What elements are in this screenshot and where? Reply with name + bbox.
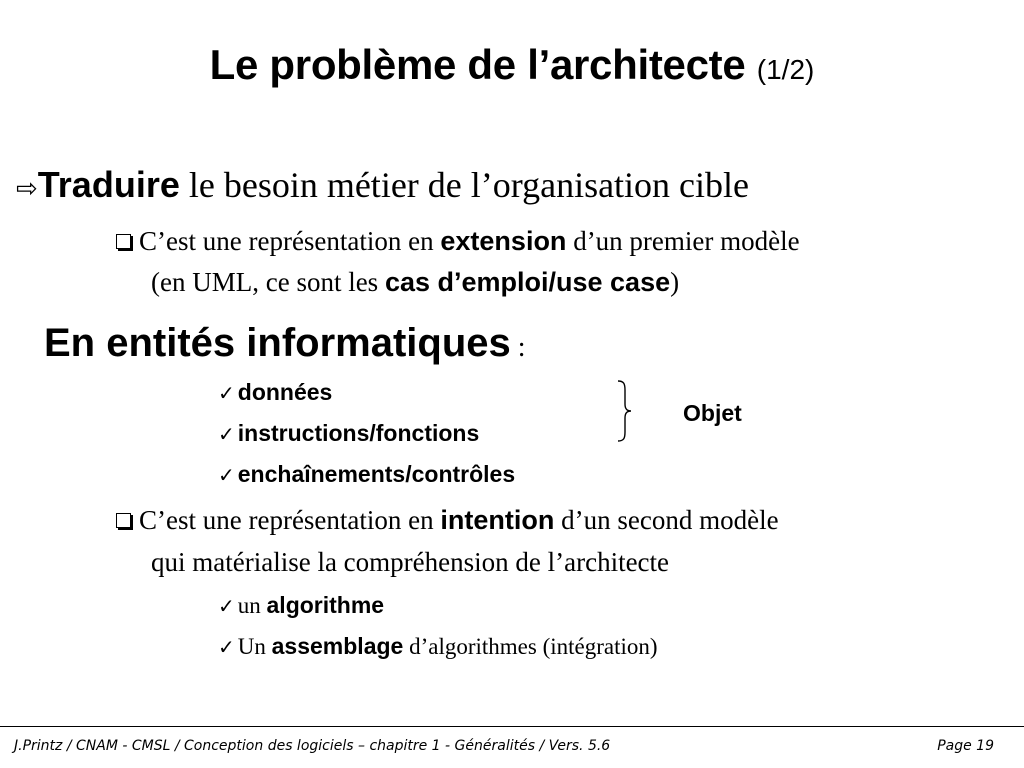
- right-brace-icon: [616, 380, 640, 442]
- outlined-right-arrow-icon: ⇨: [16, 174, 38, 204]
- footer-divider: [0, 726, 1024, 727]
- check-item-text-b: d’algorithmes (intégration): [403, 634, 658, 659]
- bullet-intention-text-b: d’un second modèle: [554, 505, 779, 535]
- bullet-traduire-keyword: Traduire: [37, 164, 180, 205]
- objet-label: Objet: [683, 400, 742, 426]
- check-item: [218, 417, 479, 450]
- checkbox-square-icon: [116, 234, 131, 249]
- bullet-traduire-text: le besoin métier de l’organisation cible: [179, 165, 750, 205]
- bullet-intention: [116, 501, 779, 539]
- heading-entites-text: En entités informatiques: [44, 321, 511, 365]
- check-item-label: données: [237, 379, 333, 405]
- uml-text-b: ): [670, 267, 680, 297]
- uml-keyword: cas d’emploi/use case: [384, 267, 671, 297]
- bullet-extension-text-a: C’est une représentation en: [139, 226, 441, 256]
- bullet-traduire: [16, 162, 749, 212]
- checkmark-icon: ✓: [218, 463, 235, 487]
- check-item: [218, 630, 658, 663]
- slide-title: [0, 38, 1024, 97]
- check-item-text-a: Un: [237, 634, 272, 659]
- title-main: Le problème de l’architecte: [209, 41, 746, 88]
- checkmark-icon: ✓: [218, 635, 235, 659]
- check-item: [218, 376, 332, 409]
- check-item-text: un: [237, 593, 267, 618]
- title-sub: (1/2): [756, 54, 815, 85]
- checkmark-icon: ✓: [218, 422, 235, 446]
- bullet-intention-line2: qui matérialise la compréhension de l’architecte: [151, 547, 670, 577]
- page-number: Page 19: [937, 738, 994, 754]
- check-item: [218, 589, 384, 622]
- heading-entites: [44, 318, 526, 373]
- bullet-extension-keyword: extension: [440, 226, 567, 256]
- bullet-extension-line2: [151, 263, 679, 301]
- check-item-label: instructions/fonctions: [237, 420, 480, 446]
- check-item-keyword: algorithme: [266, 592, 385, 618]
- uml-text-a: (en UML, ce sont les: [151, 267, 385, 297]
- check-item-keyword: assemblage: [271, 633, 404, 659]
- bullet-extension: [116, 222, 800, 260]
- heading-entites-colon: :: [510, 332, 526, 363]
- check-item-label: enchaînements/contrôles: [237, 461, 516, 487]
- checkmark-icon: ✓: [218, 594, 235, 618]
- check-item: [218, 458, 515, 491]
- bullet-intention-keyword: intention: [440, 505, 555, 535]
- checkmark-icon: ✓: [218, 381, 235, 405]
- footer-credits: J.Printz / CNAM - CMSL / Conception des logiciels – chapitre 1 - Généralités / Vers. 5.6: [14, 738, 611, 754]
- bullet-extension-text-b: d’un premier modèle: [566, 226, 800, 256]
- bullet-intention-text-a: C’est une représentation en: [139, 505, 441, 535]
- checkbox-square-icon: [116, 513, 131, 528]
